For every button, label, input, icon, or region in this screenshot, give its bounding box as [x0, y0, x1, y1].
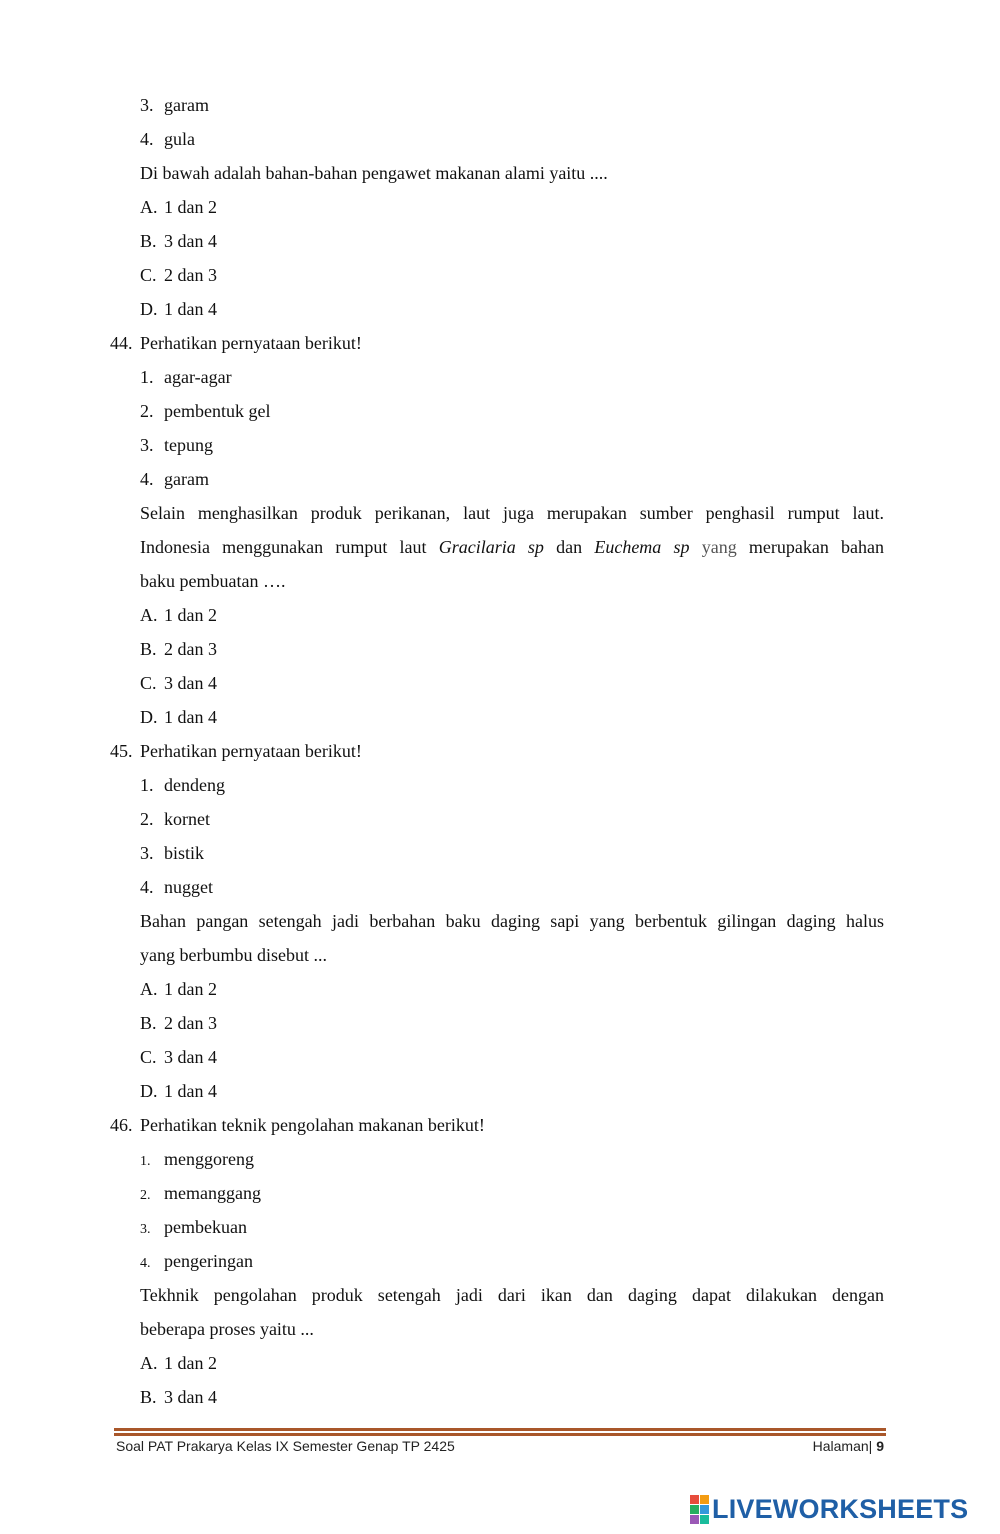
answer-option-a[interactable]: A. 1 dan 2: [140, 605, 217, 625]
question-stem-line: baku pembuatan ….: [140, 571, 286, 591]
list-item: 2. kornet: [140, 809, 210, 829]
list-item: 3. bistik: [140, 843, 205, 863]
list-item: 3. tepung: [140, 435, 213, 455]
logo-tile: [700, 1515, 709, 1524]
question-stem-line: Indonesia menggunakan rumput laut Gracilaria sp dan Euchema sp yang merupakan bahan: [140, 537, 885, 557]
question-title: 46. Perhatikan teknik pengolahan makanan berikut!: [110, 1115, 485, 1135]
list-item: 1. menggoreng: [140, 1149, 254, 1169]
answer-option-a[interactable]: A. 1 dan 2: [140, 979, 217, 999]
question-stem-line: Selain menghasilkan produk perikanan, laut juga merupakan sumber penghasil rumput laut.: [140, 503, 884, 523]
answer-option-d[interactable]: D. 1 dan 4: [140, 1081, 217, 1101]
answer-option-a[interactable]: A. 1 dan 2: [140, 197, 217, 217]
question-title: 44. Perhatikan pernyataan berikut!: [110, 333, 362, 353]
logo-tile: [690, 1515, 699, 1524]
answer-option-d[interactable]: D. 1 dan 4: [140, 299, 217, 319]
list-item: 4. gula: [140, 129, 195, 149]
question-stem-line: beberapa proses yaitu ...: [140, 1319, 314, 1339]
answer-option-c[interactable]: C. 2 dan 3: [140, 265, 217, 285]
list-item: 1. agar-agar: [140, 367, 232, 387]
answer-option-d[interactable]: D. 1 dan 4: [140, 707, 217, 727]
page-number: Halaman| 9: [812, 1438, 884, 1454]
answer-option-c[interactable]: C. 3 dan 4: [140, 1047, 217, 1067]
list-item: 4. pengeringan: [140, 1251, 253, 1271]
footer-divider: [114, 1428, 886, 1431]
answer-option-b[interactable]: B. 2 dan 3: [140, 639, 217, 659]
list-item: 3. pembekuan: [140, 1217, 247, 1237]
list-item: 2. pembentuk gel: [140, 401, 271, 421]
answer-option-a[interactable]: A. 1 dan 2: [140, 1353, 217, 1373]
logo-tile: [690, 1495, 699, 1504]
answer-option-c[interactable]: C. 3 dan 4: [140, 673, 217, 693]
list-item: 3. garam: [140, 95, 209, 115]
logo-tile: [700, 1495, 709, 1504]
question-stem: Di bawah adalah bahan-bahan pengawet makanan alami yaitu ....: [140, 163, 608, 183]
question-stem-line: Bahan pangan setengah jadi berbahan baku daging sapi yang berbentuk gilingan daging halus: [140, 911, 884, 931]
question-stem-line: Tekhnik pengolahan produk setengah jadi dari ikan dan daging dapat dilakukan dengan: [140, 1285, 884, 1305]
liveworksheets-logo[interactable]: [690, 1493, 968, 1525]
logo-tile: [690, 1505, 699, 1514]
question-stem-line: yang berbumbu disebut ...: [140, 945, 327, 965]
answer-option-b[interactable]: B. 3 dan 4: [140, 231, 217, 251]
answer-option-b[interactable]: B. 2 dan 3: [140, 1013, 217, 1033]
liveworksheets-logo-icon: [690, 1495, 709, 1524]
list-item: 4. garam: [140, 469, 209, 489]
list-item: 2. memanggang: [140, 1183, 261, 1203]
answer-option-b[interactable]: B. 3 dan 4: [140, 1387, 217, 1407]
list-item: 4. nugget: [140, 877, 213, 897]
logo-tile: [700, 1505, 709, 1514]
footer-divider: [114, 1433, 886, 1436]
footer-title: Soal PAT Prakarya Kelas IX Semester Genap TP 2425: [116, 1438, 455, 1454]
question-title: 45. Perhatikan pernyataan berikut!: [110, 741, 362, 761]
list-item: 1. dendeng: [140, 775, 225, 795]
liveworksheets-logo-text: LIVEWORKSHEETS: [712, 1493, 969, 1524]
